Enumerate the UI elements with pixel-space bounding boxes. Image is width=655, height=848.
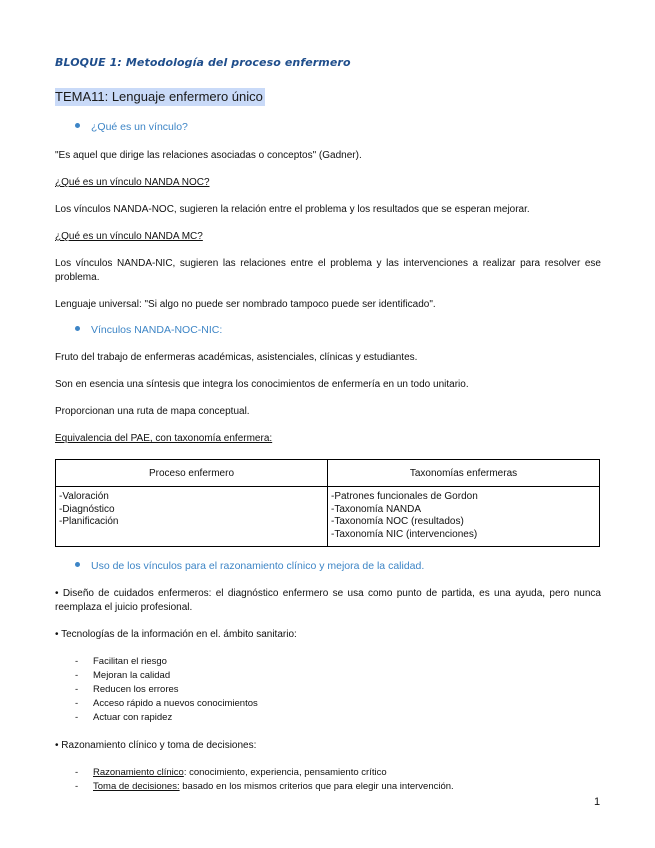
bullet-vinculos-nanda-noc-nic	[75, 324, 222, 336]
question-nanda-noc: ¿Qué es un vínculo NANDA NOC?	[55, 177, 210, 188]
table-item: -Valoración	[59, 491, 109, 502]
bullet-text: ¿Qué es un vínculo?	[91, 121, 188, 133]
equivalencia-heading: Equivalencia del PAE, con taxonomía enfermera:	[55, 433, 273, 444]
sintesis-text: Son en esencia una síntesis que integra los conocimientos de enfermería en un todo unitario.	[55, 379, 469, 390]
definition-nanda-noc: Los vínculos NANDA-NOC, sugieren la relación entre el problema y los resultados que se esperan mejorar.	[55, 204, 530, 215]
taxonomy-table	[55, 459, 600, 547]
list-item-text: Mejoran la calidad	[93, 670, 171, 681]
list-item-term: Toma de decisiones:	[93, 781, 180, 792]
list-item: - Actuar con rapidez	[75, 712, 173, 723]
table-item: -Patrones funcionales de Gordon	[331, 491, 478, 502]
fruto-text: Fruto del trabajo de enfermeras académicas, asistenciales, clínicas y estudiantes.	[55, 352, 418, 363]
bullet-que-es-vinculo	[75, 121, 188, 133]
table-cell-proceso	[56, 487, 328, 547]
bullet-text: Vínculos NANDA-NOC-NIC:	[91, 324, 223, 336]
table-header-taxonomias: Taxonomías enfermeras	[328, 460, 600, 487]
definition-vinculo: "Es aquel que dirige las relaciones asociadas o conceptos" (Gadner).	[55, 150, 362, 161]
bullet-dot-icon	[75, 123, 80, 128]
table-item: -Taxonomía NIC (intervenciones)	[331, 528, 478, 540]
list-item: - Acceso rápido a nuevos conocimientos	[75, 698, 258, 709]
list-item-term: Razonamiento clínico	[93, 767, 184, 778]
bullet-dot-icon	[75, 326, 80, 331]
table-item: -Planificación	[59, 516, 119, 527]
razonamiento-list	[75, 766, 454, 794]
table-header-row	[56, 460, 600, 487]
lenguaje-universal: Lenguaje universal: "Si algo no puede ser nombrado tampoco puede ser identificado".	[55, 299, 436, 310]
table-item: -Diagnóstico	[59, 503, 115, 515]
table-item: -Taxonomía NOC (resultados)	[331, 516, 464, 527]
list-item: - Facilitan el riesgo	[75, 656, 167, 667]
definition-nanda-nic: Los vínculos NANDA-NIC, sugieren las relaciones entre el problema y las intervenciones a realizar para resolver ese problema.	[55, 258, 601, 283]
tema-title	[55, 89, 265, 104]
question-nanda-mc: ¿Qué es un vínculo NANDA MC?	[55, 231, 203, 242]
tecnologias-heading: • Tecnologías de la información en el. ámbito sanitario:	[55, 629, 297, 640]
tema-title-text: TEMA11: Lenguaje enfermero único	[55, 89, 263, 104]
table-item: -Taxonomía NANDA	[331, 503, 422, 515]
bullet-uso-vinculos	[75, 560, 424, 572]
table-header-proceso: Proceso enfermero	[56, 460, 328, 487]
bullet-text: Uso de los vínculos para el razonamiento clínico y mejora de la calidad.	[91, 560, 425, 572]
razonamiento-heading: • Razonamiento clínico y toma de decisiones:	[55, 740, 257, 751]
table-row	[56, 487, 600, 547]
list-item-text: Facilitan el riesgo	[93, 656, 167, 667]
table-cell-taxonomias	[328, 487, 600, 547]
diseno-cuidados: • Diseño de cuidados enfermeros: el diagnóstico enfermero se usa como punto de partida, es una ayuda, pero nunca reemplaza el juicio profesional.	[55, 588, 601, 613]
list-item: - Razonamiento clínico: conocimiento, experiencia, pensamiento crítico	[75, 767, 387, 778]
list-item-text: basado en los mismos criterios que para elegir una intervención.	[179, 781, 454, 792]
bullet-dot-icon	[75, 562, 80, 567]
page-number: 1	[594, 796, 601, 808]
list-item-text: Acceso rápido a nuevos conocimientos	[93, 698, 258, 709]
block-title: BLOQUE 1: Metodología del proceso enfermero	[55, 56, 351, 69]
list-item: - Reducen los errores	[75, 684, 179, 695]
tecnologias-list	[75, 655, 258, 725]
ruta-text: Proporcionan una ruta de mapa conceptual.	[55, 406, 250, 417]
list-item: - Toma de decisiones: basado en los mismos criterios que para elegir una intervención.	[75, 781, 454, 792]
list-item-text: Reducen los errores	[93, 684, 179, 695]
list-item-text: Actuar con rapidez	[93, 712, 173, 723]
list-item-text: : conocimiento, experiencia, pensamiento crítico	[183, 767, 387, 778]
list-item: - Mejoran la calidad	[75, 670, 171, 681]
